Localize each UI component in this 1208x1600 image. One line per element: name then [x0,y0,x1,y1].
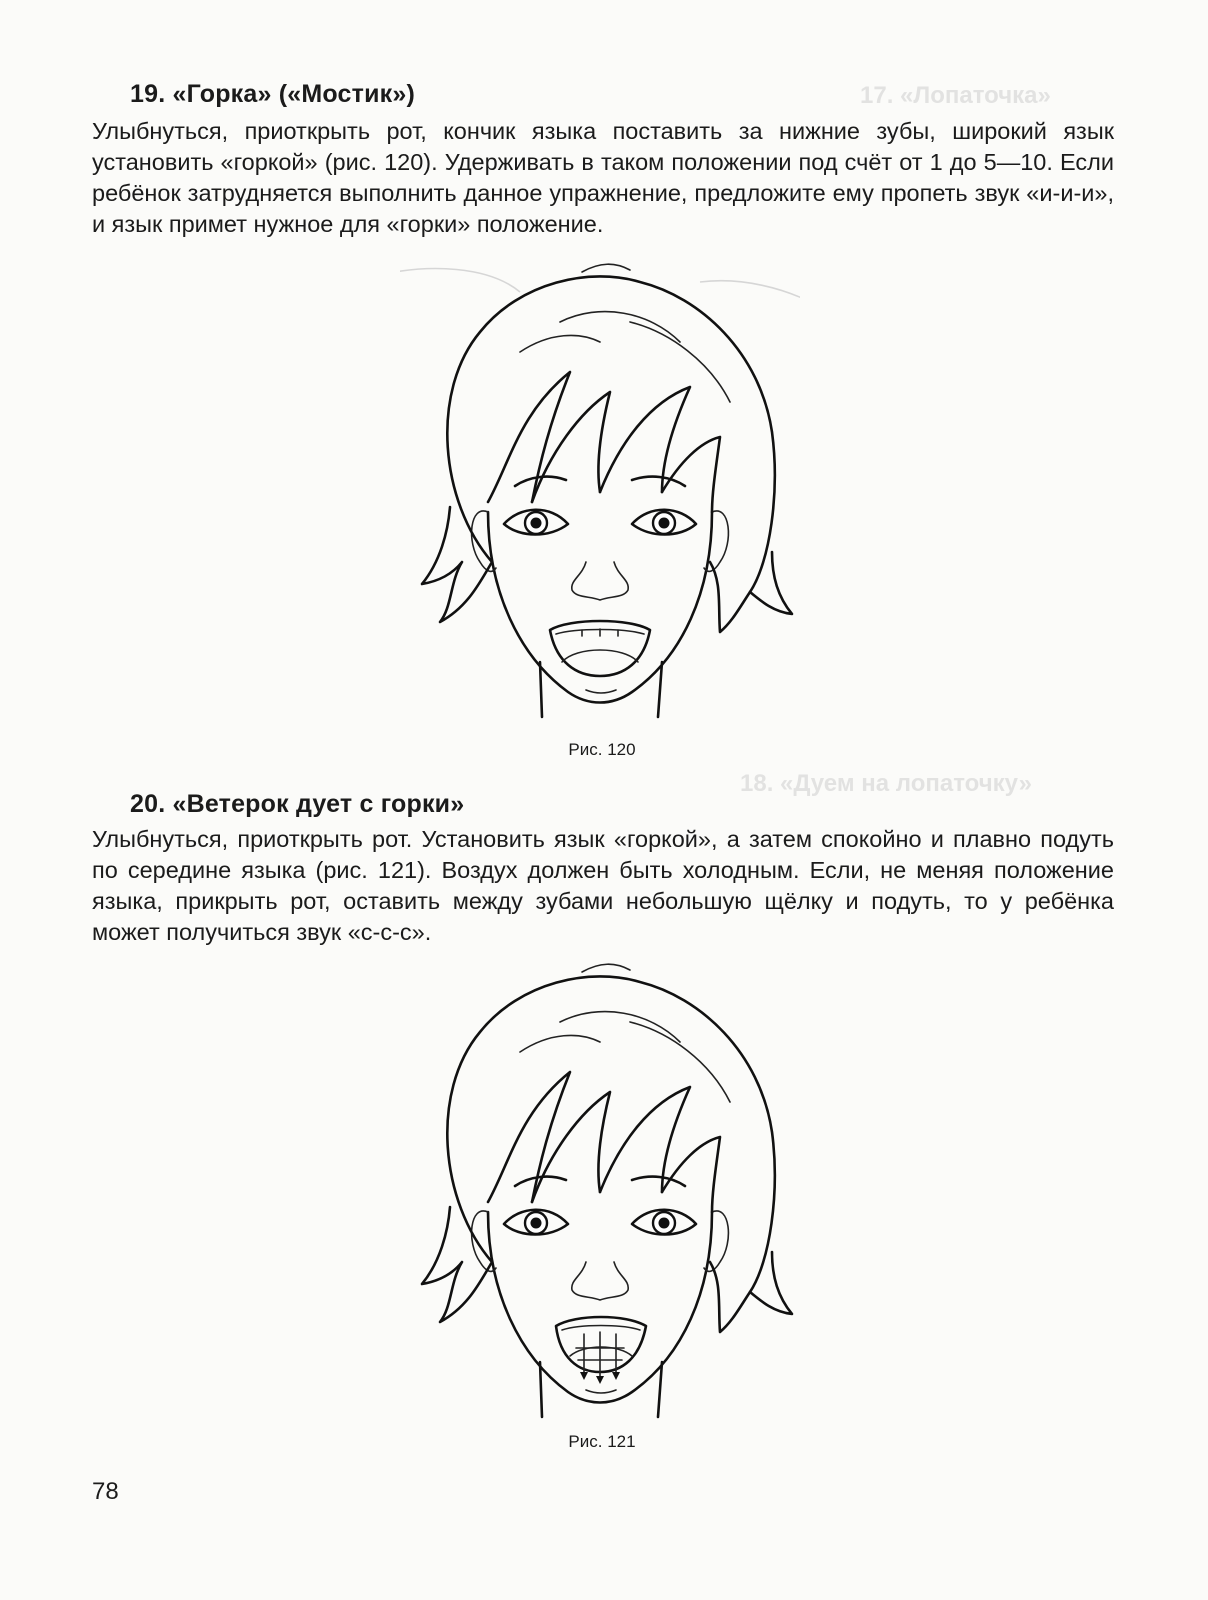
section-19-title: 19. «Горка» («Мостик») [130,80,415,108]
child-face-blowing-air-icon [400,962,800,1432]
figure-120-caption: Рис. 120 [568,740,636,759]
figure-121 [400,962,800,1432]
child-face-tongue-hill-icon [400,262,800,732]
airflow-arrows-icon [576,1332,624,1384]
section-20-title: 20. «Ветерок дует с горки» [130,790,465,818]
bleed-through-heading-18: 18. «Дуем на лопаточку» [740,770,1032,797]
page-number: 78 [92,1478,119,1505]
section-20-text: Улыбнуться, приоткрыть рот. Установить язык «горкой», а затем спокойно и плавно подуть по середине языка (рис. 121). Воздух должен быть холодным. Если, не меняя положение языка, прикрыть рот, оставить между зубами небольшую щёлку и подуть, то у ребёнка может получиться звук «с-с-с». [92,826,1114,945]
bleed-through-heading-17: 17. «Лопаточка» [860,82,1051,109]
figure-120 [400,262,800,732]
section-19-text: Улыбнуться, приоткрыть рот, кончик языка поставить за нижние зубы, широкий язык установить «горкой» (рис. 120). Удерживать в таком положении под счёт от 1 до 5—10. Если ребёнок затрудняется выполнить данное упражнение, предложите ему пропеть звук «и-и-и», и язык примет нужное для «горки» положение. [92,118,1114,237]
figure-121-caption: Рис. 121 [568,1432,636,1451]
